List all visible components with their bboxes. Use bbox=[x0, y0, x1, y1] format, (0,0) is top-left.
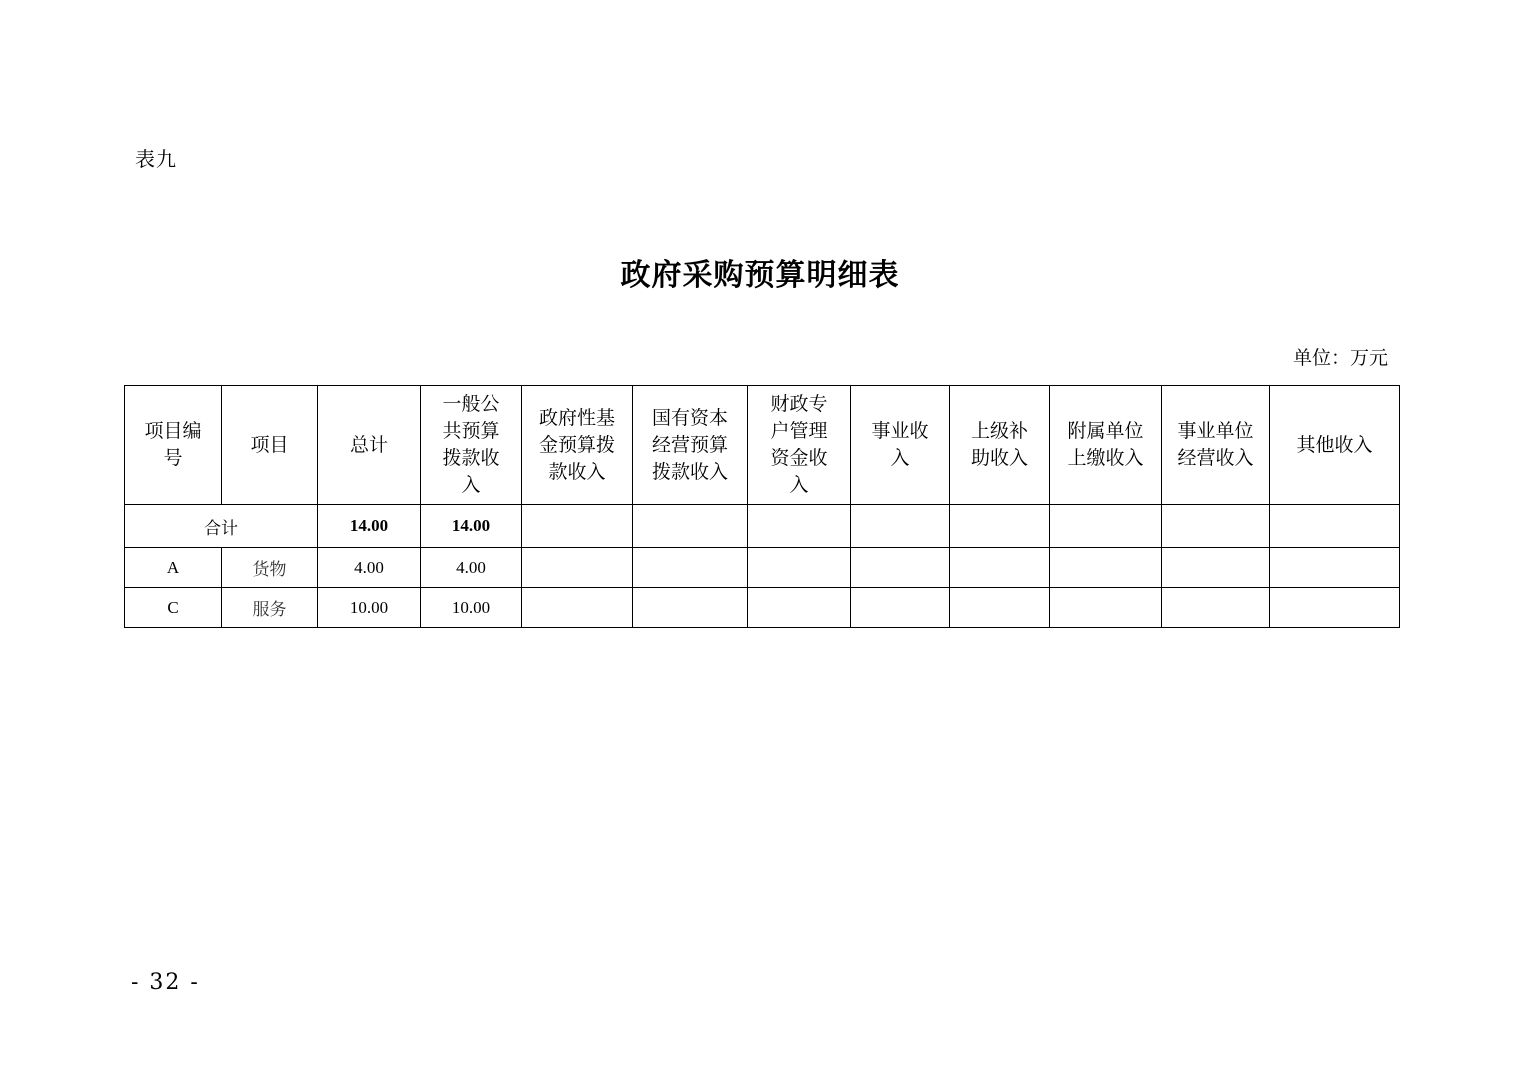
table-header-row bbox=[125, 386, 1400, 505]
table-cell-empty bbox=[748, 548, 851, 588]
table-cell-empty bbox=[1270, 548, 1400, 588]
column-header-business-unit-operating: 事业单位经营收入 bbox=[1162, 386, 1270, 505]
table-cell-empty bbox=[851, 588, 950, 628]
column-header-business-income: 事业收入 bbox=[851, 386, 950, 505]
total-row-label: 合计 bbox=[125, 505, 318, 548]
table-cell-empty bbox=[950, 548, 1050, 588]
page-number: - 32 - bbox=[131, 970, 200, 995]
table-cell-empty bbox=[1162, 505, 1270, 548]
column-header-superior-subsidy: 上级补助收入 bbox=[950, 386, 1050, 505]
row-code: C bbox=[125, 588, 222, 628]
table-cell-empty bbox=[522, 548, 633, 588]
unit-label: 单位：万元 bbox=[1292, 347, 1388, 369]
column-header-code: 项目编号 bbox=[125, 386, 222, 505]
column-header-other-income: 其他收入 bbox=[1270, 386, 1400, 505]
row-code: A bbox=[125, 548, 222, 588]
table-cell-empty bbox=[1162, 588, 1270, 628]
row-item: 服务 bbox=[222, 588, 318, 628]
table-cell-empty bbox=[1270, 588, 1400, 628]
total-row-general-budget: 14.00 bbox=[421, 505, 522, 548]
table-cell-empty bbox=[522, 588, 633, 628]
table-cell-empty bbox=[950, 588, 1050, 628]
table-cell-empty bbox=[633, 505, 748, 548]
column-header-affiliated-unit-payment: 附属单位上缴收入 bbox=[1050, 386, 1162, 505]
row-total: 4.00 bbox=[318, 548, 421, 588]
column-header-state-capital-budget: 国有资本经营预算拨款收入 bbox=[633, 386, 748, 505]
row-general-budget: 4.00 bbox=[421, 548, 522, 588]
table-cell-empty bbox=[522, 505, 633, 548]
table-cell-empty bbox=[851, 548, 950, 588]
table-row bbox=[125, 588, 1400, 628]
procurement-budget-table bbox=[124, 385, 1400, 628]
column-header-total: 总计 bbox=[318, 386, 421, 505]
row-general-budget: 10.00 bbox=[421, 588, 522, 628]
column-header-gov-fund-budget: 政府性基金预算拨款收入 bbox=[522, 386, 633, 505]
column-header-item: 项目 bbox=[222, 386, 318, 505]
table-cell-empty bbox=[633, 588, 748, 628]
table-cell-empty bbox=[1050, 505, 1162, 548]
table-row bbox=[125, 548, 1400, 588]
total-row-total: 14.00 bbox=[318, 505, 421, 548]
table-cell-empty bbox=[950, 505, 1050, 548]
table-cell-empty bbox=[1162, 548, 1270, 588]
table-cell-empty bbox=[748, 505, 851, 548]
document-title: 政府采购预算明细表 bbox=[620, 258, 900, 293]
table-row-total bbox=[125, 505, 1400, 548]
table-cell-empty bbox=[633, 548, 748, 588]
table-cell-empty bbox=[851, 505, 950, 548]
table-cell-empty bbox=[748, 588, 851, 628]
table-number-label: 表九 bbox=[135, 147, 177, 171]
row-item: 货物 bbox=[222, 548, 318, 588]
row-total: 10.00 bbox=[318, 588, 421, 628]
table-cell-empty bbox=[1050, 588, 1162, 628]
table-cell-empty bbox=[1270, 505, 1400, 548]
column-header-fiscal-account-funds: 财政专户管理资金收入 bbox=[748, 386, 851, 505]
table-cell-empty bbox=[1050, 548, 1162, 588]
column-header-general-budget: 一般公共预算拨款收入 bbox=[421, 386, 522, 505]
